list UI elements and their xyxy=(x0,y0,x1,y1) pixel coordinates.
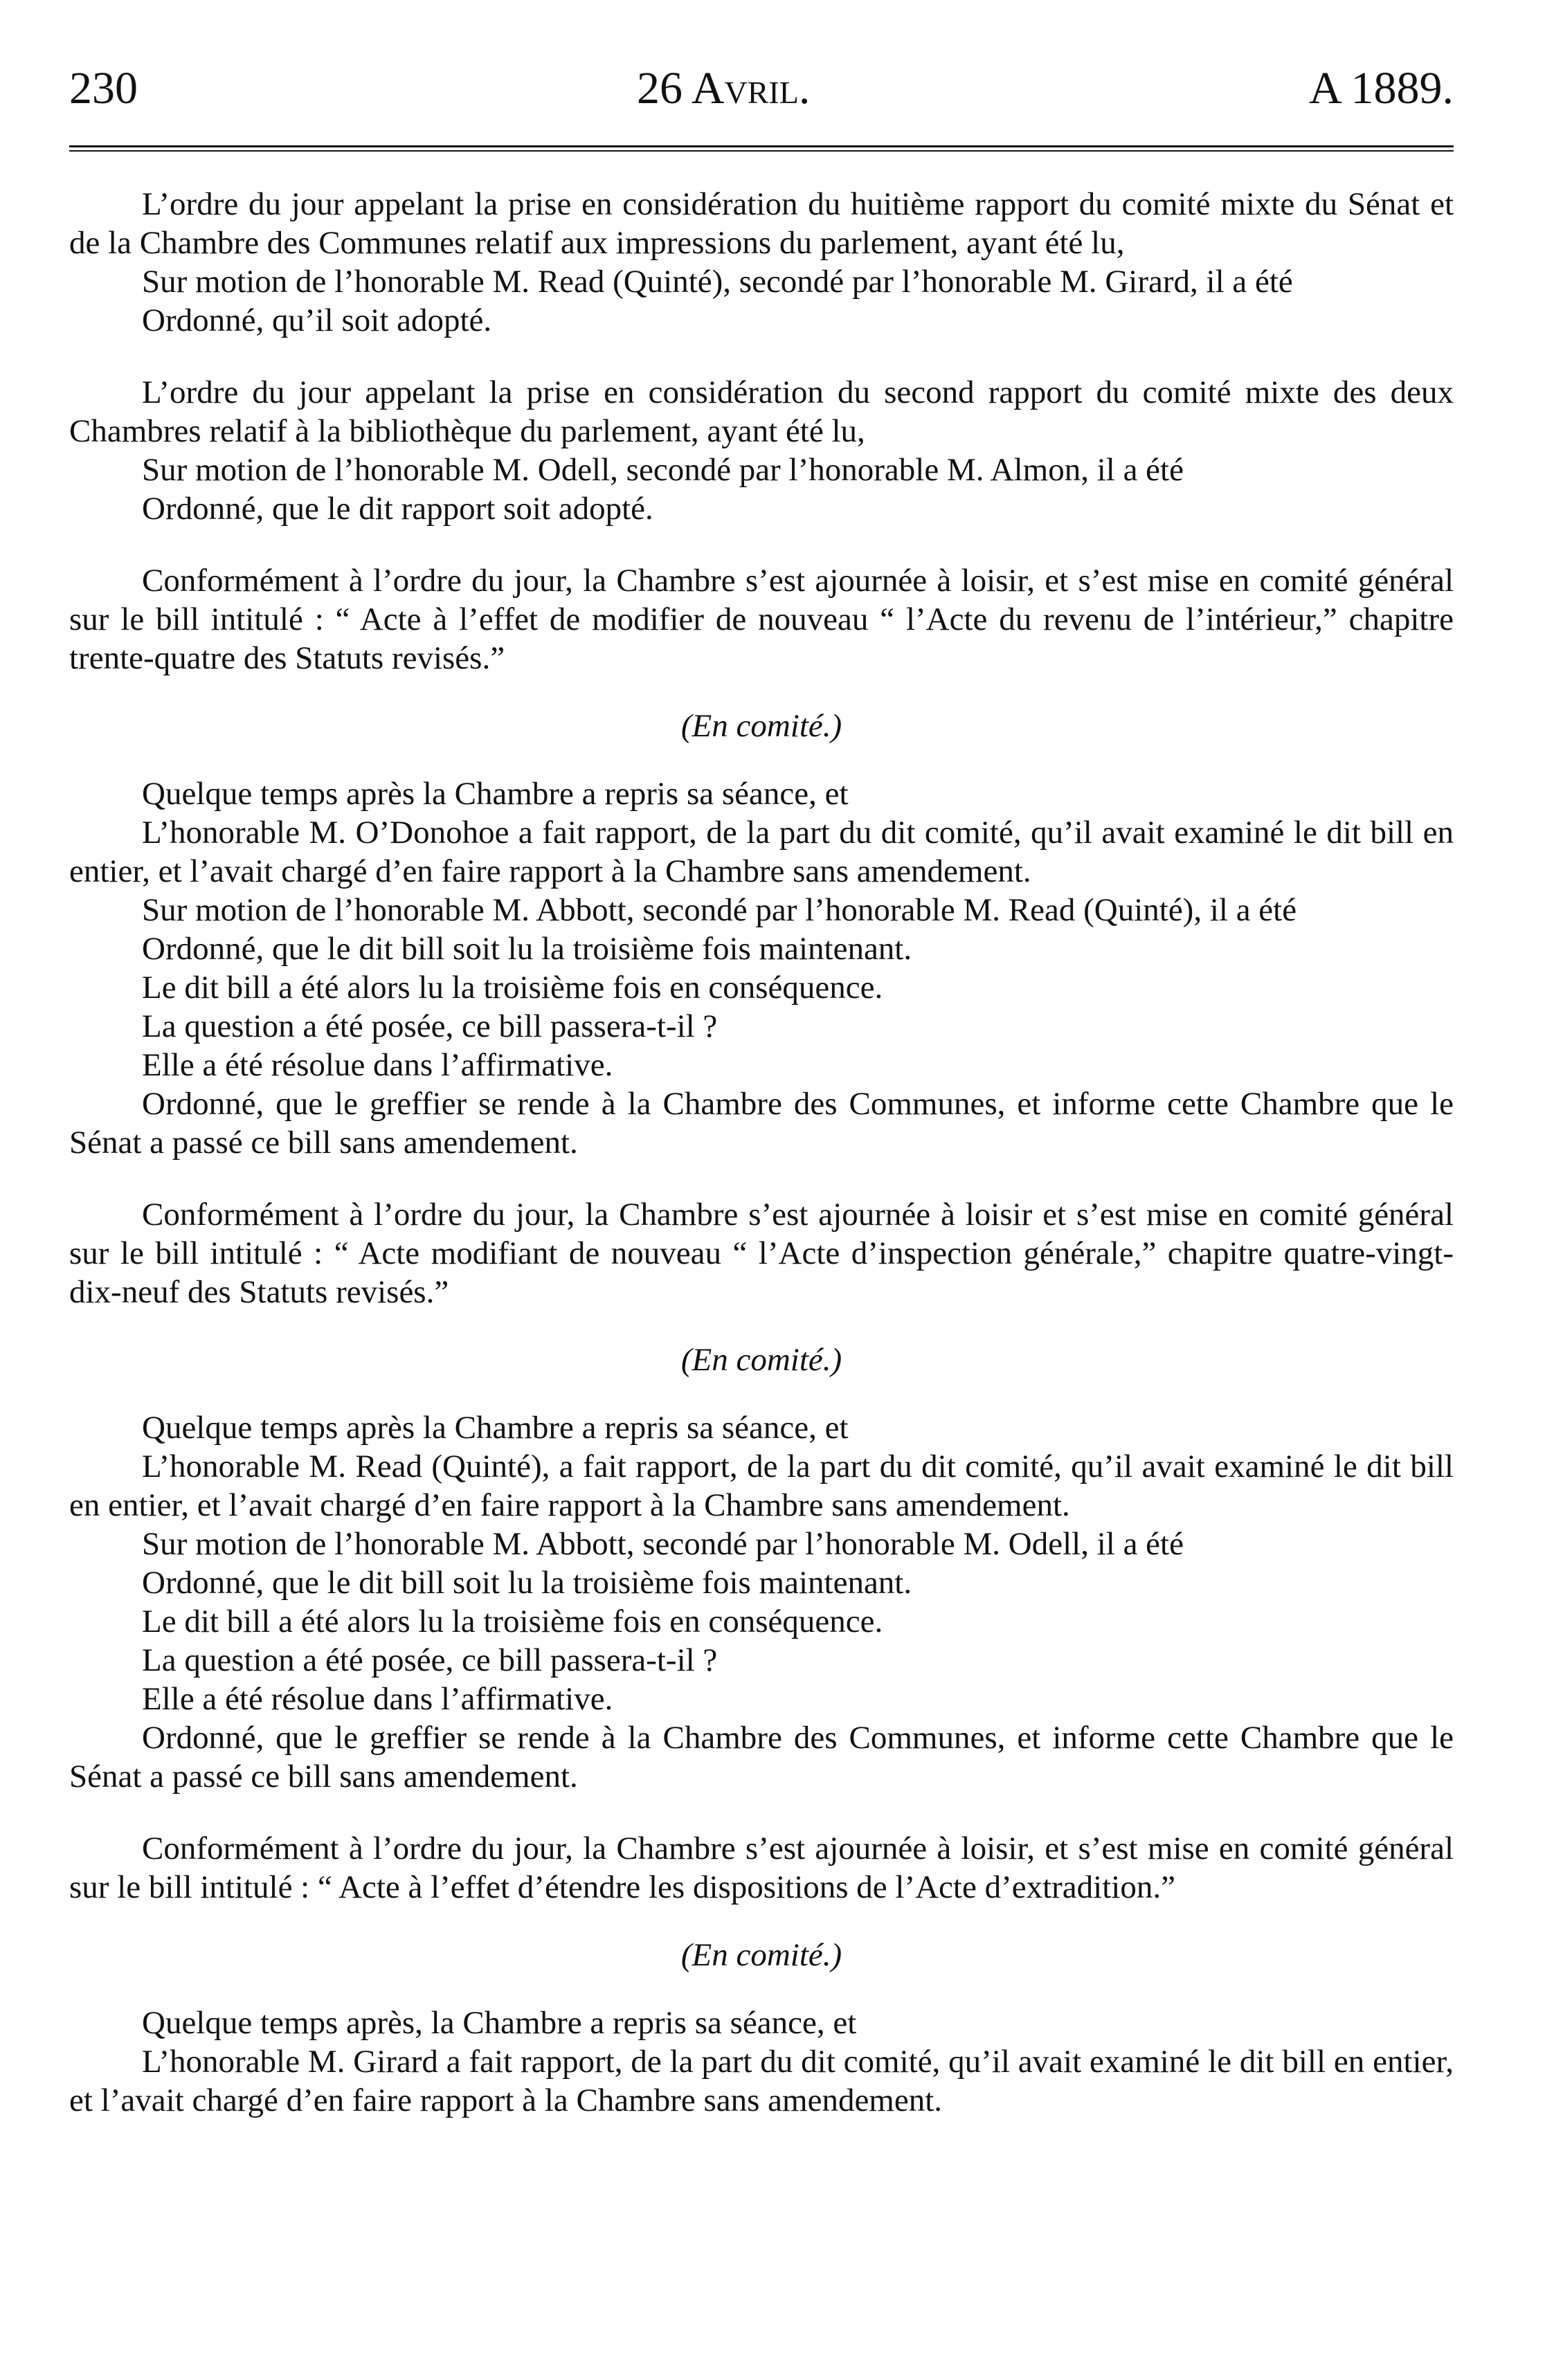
paragraph: L’honorable M. Girard a fait rapport, de la part du dit comité, qu’il avait examiné le dit bill en entier, et l’avait chargé d’en faire rapport à la Chambre sans amendement. xyxy=(69,2044,1454,2118)
paragraph: Ordonné, que le greffier se rende à la Chambre des Communes, et informe cette Chambre que le Sénat a passé ce bill sans amendement. xyxy=(69,1086,1454,1161)
header-rule xyxy=(69,145,1454,152)
section-heading: (En comité.) xyxy=(680,1342,842,1378)
paragraph: La question a été posée, ce bill passera-t-il ? xyxy=(142,1642,718,1678)
page xyxy=(69,62,1454,2120)
section-heading: (En comité.) xyxy=(680,1937,842,1973)
paragraph: Le dit bill a été alors lu la troisième fois en conséquence. xyxy=(142,1604,883,1639)
paragraph: Sur motion de l’honorable M. Odell, secondé par l’honorable M. Almon, il a été xyxy=(142,452,1184,488)
paragraph: Quelque temps après la Chambre a repris sa séance, et xyxy=(142,776,849,812)
paragraph: La question a été posée, ce bill passera-t-il ? xyxy=(142,1008,718,1044)
paragraph: Le dit bill a été alors lu la troisième fois en conséquence. xyxy=(142,970,883,1006)
paragraph: Ordonné, que le greffier se rende à la Chambre des Communes, et informe cette Chambre que le Sénat a passé ce bill sans amendement. xyxy=(69,1720,1454,1795)
paragraph: Conformément à l’ordre du jour, la Chambre s’est ajournée à loisir et s’est mise en comité général sur le bill intitulé : “ Acte modifiant de nouveau “ l’Acte d’inspection générale,” chapitre quatre-vingt-dix-neuf des Statuts revisés.” xyxy=(69,1197,1454,1310)
paragraph: Ordonné, que le dit bill soit lu la troisième fois maintenant. xyxy=(142,1565,912,1601)
paragraph: L’honorable M. O’Donohoe a fait rapport, de la part du dit comité, qu’il avait examiné le dit bill en entier, et l’avait chargé d’en faire rapport à la Chambre sans amendement. xyxy=(69,815,1454,889)
paragraph: Quelque temps après, la Chambre a repris sa séance, et xyxy=(142,2005,857,2041)
page-body xyxy=(69,185,1454,2120)
paragraph: L’ordre du jour appelant la prise en considération du second rapport du comité mixte des deux Chambres relatif à la bibliothèque du parlement, ayant été lu, xyxy=(69,374,1454,449)
paragraph: Elle a été résolue dans l’affirmative. xyxy=(142,1681,613,1717)
paragraph: Quelque temps après la Chambre a repris sa séance, et xyxy=(142,1410,849,1446)
paragraph: L’honorable M. Read (Quinté), a fait rapport, de la part du dit comité, qu’il avait examiné le dit bill en entier, et l’avait chargé d’en faire rapport à la Chambre sans amendement. xyxy=(69,1448,1454,1523)
paragraph: L’ordre du jour appelant la prise en considération du huitième rapport du comité mixte du Sénat et de la Chambre des Communes relatif aux impressions du parlement, ayant été lu, xyxy=(69,186,1454,261)
paragraph: Ordonné, que le dit bill soit lu la troisième fois maintenant. xyxy=(142,931,912,967)
page-number: 230 xyxy=(69,63,138,113)
paragraph: Sur motion de l’honorable M. Read (Quinté), secondé par l’honorable M. Girard, il a été xyxy=(142,264,1293,300)
page-header xyxy=(69,62,1454,138)
paragraph: Conformément à l’ordre du jour, la Chambre s’est ajournée à loisir, et s’est mise en comité général sur le bill intitulé : “ Acte à l’effet d’étendre les dispositions de l’Acte d’extradition.” xyxy=(69,1831,1454,1905)
paragraph: Ordonné, qu’il soit adopté. xyxy=(142,302,492,338)
paragraph: Conformément à l’ordre du jour, la Chambre s’est ajournée à loisir, et s’est mise en comité général sur le bill intitulé : “ Acte à l’effet de modifier de nouveau “ l’Acte du revenu de l’intérieur,” chapitre trente-quatre des Statuts revisés.” xyxy=(69,563,1454,676)
header-year: A 1889. xyxy=(1308,63,1454,113)
paragraph: Elle a été résolue dans l’affirmative. xyxy=(142,1047,613,1083)
header-date: 26 Avril. xyxy=(637,63,811,113)
paragraph: Sur motion de l’honorable M. Abbott, secondé par l’honorable M. Read (Quinté), il a été xyxy=(142,892,1297,928)
paragraph: Sur motion de l’honorable M. Abbott, secondé par l’honorable M. Odell, il a été xyxy=(142,1526,1184,1562)
section-heading: (En comité.) xyxy=(680,708,842,744)
paragraph: Ordonné, que le dit rapport soit adopté. xyxy=(142,491,653,527)
